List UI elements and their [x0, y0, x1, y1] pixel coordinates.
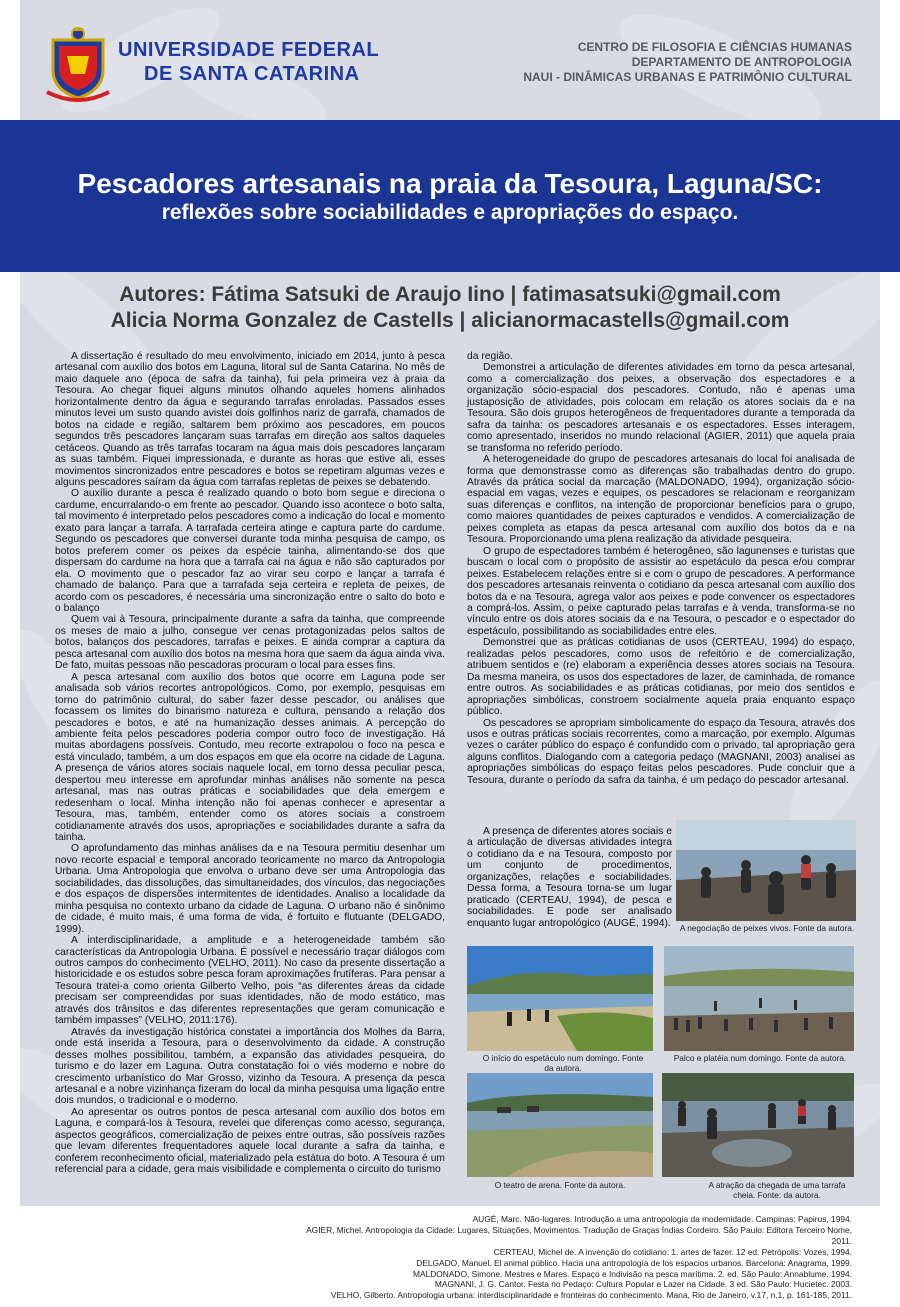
poster-header — [20, 0, 880, 120]
photo-full-net-arrival-image — [662, 1073, 854, 1177]
reference-item: MAGNANI, J. G. Cantor. Festa no Pedaço: Cultura Popular e Lazer na Cidade. 3 ed. São Paulo: Hucietec. 2003. — [434, 1279, 852, 1290]
title-banner — [0, 120, 900, 272]
references-list — [292, 1214, 852, 1301]
caption-stage-audience: Palco e platéia num domingo. Fonte da autora. — [673, 1053, 847, 1063]
paragraph: Demonstrei a articulação de diferentes atividades em torno da pesca artesanal, como a comercialização dos peixes, a observação dos espectadores e a organização sócio-espacial dos pescadores. Contudo, não é apenas uma justaposição de atividades, pois colocam em relação os atores sociais da e na Tesoura. São dois grupos heterogêneos de frequentadores durante a temporada da safra da tainha: os pescadores artesanais e os espectadores. Esses interagem, como apresentado, inseridos no mundo relacional (AGIER, 2011) que aquela praia se transforma no referido período. — [467, 362, 855, 454]
photo-fish-negotiation — [676, 820, 856, 921]
caption-show-start: O início do espetáculo num domingo. Fonte da autora. — [482, 1053, 644, 1073]
photo-stage-audience — [664, 946, 854, 1051]
photo-show-start — [467, 946, 653, 1051]
university-name-line2: DE SANTA CATARINA — [144, 63, 360, 85]
caption-fish-negotiation: A negociação de peixes vivos. Fonte da autora. — [679, 923, 855, 933]
paragraph: da região. — [467, 351, 513, 362]
lab-line: NAUI - DINÂMICAS URBANAS E PATRIMÔNIO CULTURAL — [523, 70, 852, 84]
university-name-line1: UNIVERSIDADE FEDERAL — [118, 39, 380, 61]
paragraph: O grupo de espectadores também é heterogêneo, são lagunenses e turistas que buscam o local com o propósito de assistir ao espetáculo da pesca e/ou comprar peixes. Estabelecem relações entre si e com o grupo de pescadores. A performance dos pescadores artesanais reinventa o cotidiano da pesca artesanal com auxílio dos botos da e na Tesoura, agrega valor aos peixes e pode convencer os espectadores a comprá-los. Assim, o peixe capturado pelas tarrafas e à venda, transforma-se no vínculo entre os dois atores sociais da e na Tesoura, o pescador e o espectador do espetáculo, possibilitando as sociabilidades entre eles. — [467, 545, 855, 637]
right-text-column — [467, 351, 855, 786]
paragraph: Ao apresentar os outros pontos de pesca artesanal com auxílio dos botos em Laguna, e compará-los à Tesoura, revelei que diferenças como acesso, segurança, aspectos geográficos, comercialização de peixes entre outras, são possíveis razões que levam diferentes frequentadores aquele local durante a safra da tainha, e conferem reconhecimento oficial, materializado pela estátua do boto. A Tesoura é um referencial para a cidade, gera mais visibilidade e complementa o circuito do turismo — [55, 1106, 445, 1176]
caption-full-net-arrival: A atração da chegada de uma tarrafa cheia. Fonte: da autora. — [708, 1180, 846, 1200]
department-line: DEPARTAMENTO DE ANTROPOLOGIA — [631, 55, 852, 69]
author-line-2: Alicia Norma Gonzalez de Castells | alicianormacastells@gmail.com — [110, 309, 790, 332]
reference-item: AGIER, Michel. Antropologia da Cidade: Lugares, Situações, Movimentos. Tradução de Graças Índias Cordeiro. São Paulo: Editora Terceiro Nome, 2011. — [306, 1224, 852, 1246]
photo-fish-negotiation-image — [676, 820, 856, 921]
paragraph: Quem vai à Tesoura, principalmente durante a safra da tainha, que compreende os meses de maio a julho, consegue ver cenas protagonizadas pelos saltos de botos, balanços dos pescadores, tarrafas e peixes. E ainda comprar a captura da pesca artesanal com auxílio dos botos na mesma hora que saem da água ainda viva. De fato, muitas pessoas não pescadoras procuram o local para esses fins. — [55, 614, 445, 672]
references-section — [20, 1206, 880, 1307]
paragraph: A heterogeneidade do grupo de pescadores artesanais do local foi analisada de forma que demonstrasse como as diferenças são trabalhadas dentro do grupo. Através da prática social da marcação (MALDONADO, 1994), organização sócio-espacial em vagas, vezes e equipes, os pescadores se relacionam e reorganizam suas diferenças e conflitos, na intenção de proporcionar benefícios para o grupo, como maiores quantidades de peixes capturados e vendidos. A comercialização de peixes completa as etapas da pesca artesanal com auxílio dos botos da e na Tesoura. Proporcionando uma plena realização da atividade pesqueira. — [467, 454, 855, 546]
caption-arena-theatre: O teatro de arena. Fonte da autora. — [494, 1180, 626, 1190]
reference-item: VELHO, Gilberto. Antropologia urbana: interdisciplinaridade e fronteiras do conhecimento. Mana, Rio de Janeiro, v.17, n.1, p. 161-185, 2011. — [330, 1290, 852, 1301]
photo-full-net-arrival — [662, 1073, 854, 1177]
department-block — [523, 40, 852, 85]
paragraph: Através da investigação histórica constatei a importância dos Molhes da Barra, onde está inserida a Tesoura, para o desenvolvimento da cidade. A construção desses molhes possibilitou, também, a expansão das atividades pesqueira, do turismo e do lazer em Laguna. Outra constatação foi o viés moderno e nobre do crescimento urbanístico do Mar Grosso, vizinho da Tesoura. A presença da pesca artesanal e a nobre vizinhança fizeram do local da minha pesquisa uma ligação entre dois mundos, o tradicional e o moderno. — [55, 1026, 445, 1107]
photo-stage-audience-image — [664, 946, 854, 1051]
university-name — [118, 38, 379, 86]
paragraph: A presença de diferentes atores sociais e a articulação de diversas atividades integra o cotidiano da e na Tesoura, composto por um conjunto de procedimentos, organizações, relações e sociabilidades. Dessa forma, a Tesoura torna-se um lugar praticado (CERTEAU, 1994), de pesca e sociabilidades. E pode ser analisado enquanto lugar antropológico (AUGÉ, 1994). — [467, 826, 672, 929]
reference-item: CERTEAU, Michel de. A invenção do cotidiano: 1. artes de fazer. 12 ed. Petrópolis: Vozes, 1994. — [493, 1246, 852, 1257]
paragraph: A pesca artesanal com auxílio dos botos que ocorre em Laguna pode ser analisada sob vários recortes antropológicos. Como, por exemplo, pesquisas em torno do patrimônio cultural, do saber fazer desse pescador, ou análises que focassem os limites do binarismo natureza e cultura, pensando a relação dos pescadores e botos, e até na humanização desses animais. A percepção do ambiente feita pelos pescadores poderia compor outro foco de investigação. Há muitas abordagens possíveis. Contudo, meu recorte extrapolou o foco na pesca e está vinculado, também, a um dos espaços em que ela ocorre na cidade de Laguna. A presença de vários atores sociais naquele local, em torno dessa peculiar pesca, despertou meu interesse em aprofundar minhas análises não somente na pesca artesanal, mas nas outras práticas e sociabilidades que dela emergem e redesenham o local. Minha intenção não foi apenas conhecer e apresentar a Tesoura, mas, também, entender como os atores sociais a constroem cotidianamente através dos usos, apropriações e sociabilidades durante a safra da tainha. — [55, 671, 445, 844]
photo-arena-theatre — [467, 1073, 653, 1177]
paragraph: A interdisciplinaridade, a amplitude e a heterogeneidade também são características da Antropologia Urbana. É possível e necessário traçar diálogos com outros campos do conhecimento (VELHO, 2011). No caso da presente dissertação a historicidade e os estudos sobre pesca foram aproximações frutíferas. Para pensar a Tesoura tratei-a como orienta Gilberto Velho, pois “as diferentes áreas da cidade precisam ser compreendidas por suas identidades, não de modo estático, mas através dos trânsitos e das diferentes representações que geram comunicação e também impasses” (VELHO, 2011:176). — [55, 935, 445, 1027]
paragraph: A dissertação é resultado do meu envolvimento, iniciado em 2014, junto à pesca artesanal com auxílio dos botos em Laguna, litoral sul de Santa Catarina. No mês de maio daquele ano (época de safra da tainha), fui pela primeira vez à praia da Tesoura. Ao chegar fiquei alguns minutos olhando aqueles homens alinhados horizontalmente dentro da água e segurando tarrafas enroladas. Passados esses minutos levei um susto quando avistei dois golfinhos nariz de garrafa, chamados de botos na cidade e região, saltarem bem próximo aos pescadores, em poucos segundos três pescadores lançaram suas tarrafas em direção aos saltos daqueles cetáceos. Quando as três tarrafas tocaram na água mais dois pescadores lançaram as suas também. Fiquei impressionada, e durante as horas que estive ali, esses movimentos sincronizados entre pescadores e botos se repetiram algumas vezes e alguns pescadores saíram da água com tarrafas repletas de peixes se debatendo. — [55, 351, 445, 488]
reference-item: MALDONADO, Simone. Mestres e Mares. Espaço e Indivisão na pesca marítima. 2. ed. São Paulo: Annablume. 1994. — [413, 1268, 852, 1279]
left-text-column — [55, 351, 445, 1176]
poster-title: Pescadores artesanais na praia da Tesoura, Laguna/SC: — [77, 168, 823, 199]
photo-arena-theatre-image — [467, 1073, 653, 1177]
paragraph: O aprofundamento das minhas análises da e na Tesoura permitiu desenhar um novo recorte espacial e temporal ancorado teoricamente no marco da Antropologia Urbana. Uma Antropologia que envolva o urbano deve ser uma Antropologia das sociabilidades, das dissoluções, das simultaneidades, dos vínculos, das negociações e dos espaços de dispersões intermitentes de identidades. Analiso a localidade da minha pesquisa no contexto urbano da cidade de Laguna. O urbano não é sinônimo de cidade, é muito mais, é uma forma de vida, é fortuito e flutuante (DELGADO, 1999). — [55, 843, 445, 935]
centre-line: CENTRO DE FILOSOFIA E CIÊNCIAS HUMANAS — [577, 40, 852, 54]
reference-item: AUGÉ, Marc. Não-lugares. Introdução a uma antropologia da modernidade. Campinas: Papirus, 1994. — [472, 1214, 852, 1224]
author-line-1: Autores: Fátima Satsuki de Araujo Iino | fatimasatsuki@gmail.com — [119, 283, 781, 306]
wrapped-text-beside-photo — [467, 826, 672, 929]
paragraph: Demonstrei que as práticas cotidianas de usos (CERTEAU, 1994) do espaço, realizadas pelos pescadores, como usos de refeitório e de comercialização, atribuem sentidos e (re) elaboram a experiência desses atores sociais na Tesoura. Da mesma maneira, os usos dos espectadores de lazer, de caminhada, de romance entre outros. As sociabilidades e as práticas cotidianas, por meio dos sentidos e apropriações simbólicas, constroem socialmente aquela praia enquanto espaço público. — [467, 637, 855, 718]
authors-block — [20, 282, 880, 334]
paragraph: O auxílio durante a pesca é realizado quando o boto bom segue e direciona o cardume, encurralando-o em frente ao pescador. Quando isso acontece o boto salta, tal movimento é interpretado pelos pescadores como a indicação do local e momento exato para lançar a tarrafa. A tarrafada certeira atinge e captura parte do cardume. Segundo os pescadores que conversei durante toda minha pesquisa de campo, os botos preferem comer os peixes da espécie tainha, alimentando-se dos que dispersam do cardume na hora que a tarrafa cai na água e não são capturados por ela. O movimento que o pescador faz ao virar seu corpo e lançar a tarrafa é chamado de balanço. Para que a tarrafada seja certeira e repleta de peixes, de acordo com os pescadores, é necessária uma sincronização entre o salto do boto e o balanço — [55, 488, 445, 614]
poster-subtitle: reflexões sobre sociabilidades e apropriações do espaço. — [161, 201, 739, 224]
ufsc-coat-of-arms-icon — [45, 26, 111, 102]
reference-item: DELGADO, Manuel. El animal público. Hacia una antropología de los espacios urbanos. Barcelona: Anagrama, 1999. — [416, 1257, 852, 1268]
paragraph: Os pescadores se apropriam simbolicamente do espaço da Tesoura, através dos usos e outras práticas sociais recorrentes, como a marcação, por exemplo. Algumas vezes o caráter público do espaço é confundido com o privado, tal apropriação gera alguns conflitos. Dialogando com a categoria pedaço (MAGNANI, 2003) analisei as apropriações simbólicas do espaço feitas pelos pescadores. Pude concluir que a Tesoura, durante o período da safra da tainha, é um pedaço do pescador artesanal. — [467, 717, 855, 786]
photo-show-start-image — [467, 946, 653, 1051]
